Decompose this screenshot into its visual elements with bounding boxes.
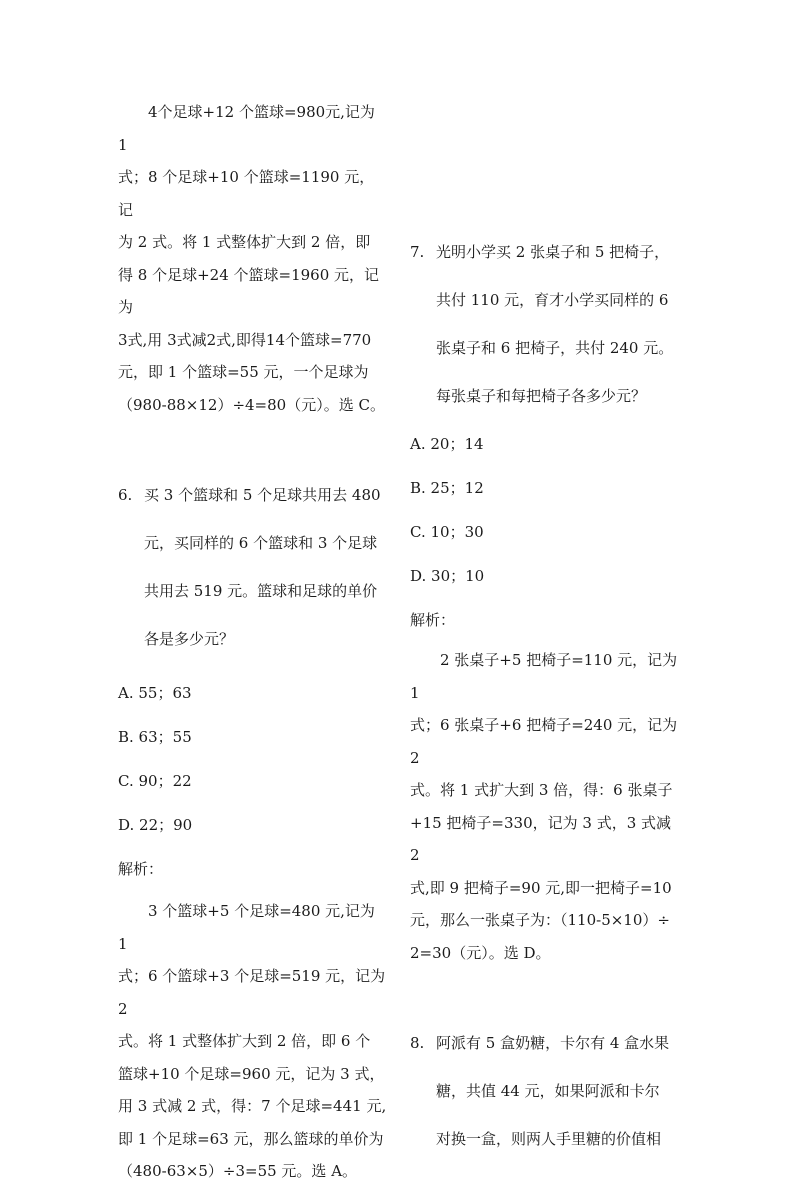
prev-solution-line-1: 4个足球+12 个篮球=980元,记为 1 — [118, 103, 375, 154]
question-text-line-3: 共用去 519 元。篮球和足球的单价 — [144, 582, 378, 600]
right-column — [410, 228, 680, 1163]
question-text-line-3: 张桌子和 6 把椅子，共付 240 元。 — [436, 339, 674, 357]
option-d: D. 22；90 — [118, 816, 193, 834]
solution-line-7: （480-63×5）÷3=55 元。选 A。 — [118, 1162, 358, 1180]
question-text-line-4: 每张桌子和每把椅子各多少元？ — [436, 387, 647, 405]
option-d: D. 30；10 — [410, 567, 485, 585]
question-7 — [410, 228, 680, 969]
option-a: A. 20；14 — [410, 435, 484, 453]
solution — [410, 644, 680, 969]
prev-solution-line-3: 为 2 式。将 1 式整体扩大到 2 倍，即 — [118, 233, 371, 251]
solution-line-2: 式；6 张桌子+6 把椅子=240 元，记为 2 — [410, 716, 678, 767]
question-text-line-4: 各是多少元？ — [144, 630, 235, 648]
solution-line-2: 式；6 个篮球+3 个足球=519 元，记为 2 — [118, 967, 386, 1018]
option-c: C. 90；22 — [118, 772, 192, 790]
solution — [118, 895, 388, 1188]
question-number: 6. — [118, 486, 133, 504]
option-b: B. 63；55 — [118, 728, 192, 746]
solution-line-3: 式。将 1 式扩大到 3 倍，得：6 张桌子 — [410, 781, 673, 799]
solution-line-4: 篮球+10 个足球=960 元，记为 3 式， — [118, 1064, 385, 1083]
question-number: 7. — [410, 243, 425, 261]
question-text-line-2: 共付 110 元，育才小学买同样的 6 — [436, 291, 669, 309]
question-8 — [410, 1019, 680, 1163]
prev-solution-line-5: 3式,用 3式减2式,即得14个篮球=770 — [118, 330, 372, 349]
prev-solution-line-7: （980-88×12）÷4=80（元）。选 C。 — [118, 395, 385, 414]
question-6 — [118, 471, 388, 1188]
question-text-line-2: 糖，共值 44 元，如果阿派和卡尔 — [436, 1082, 660, 1100]
option-a: A. 55；63 — [118, 684, 192, 702]
analysis-label: 解析： — [118, 860, 164, 878]
prev-solution-line-6: 元，即 1 个篮球=55 元，一个足球为 — [118, 363, 369, 381]
option-b: B. 25；12 — [410, 479, 484, 497]
solution-line-5: 式,即 9 把椅子=90 元,即一把椅子=10 — [410, 878, 672, 897]
question-text-line-2: 元，买同样的 6 个篮球和 3 个足球 — [144, 534, 378, 552]
question-number: 8. — [410, 1034, 425, 1052]
option-c: C. 10；30 — [410, 523, 484, 541]
solution-line-1: 3 个篮球+5 个足球=480 元,记为 1 — [118, 902, 375, 953]
solution-line-6: 元，那么一张桌子为：（110-5×10）÷ — [410, 911, 670, 929]
prev-solution — [118, 96, 388, 421]
solution-line-5: 用 3 式减 2 式，得：7 个足球=441 元, — [118, 1097, 387, 1115]
question-text-line-1: 光明小学买 2 张桌子和 5 把椅子， — [436, 243, 670, 261]
solution-line-1: 2 张桌子+5 把椅子=110 元，记为 1 — [410, 651, 678, 702]
solution-line-7: 2=30（元）。选 D。 — [410, 943, 551, 962]
solution-line-6: 即 1 个足球=63 元，那么篮球的单价为 — [118, 1129, 384, 1148]
solution-line-3: 式。将 1 式整体扩大到 2 倍，即 6 个 — [118, 1032, 371, 1050]
prev-solution-line-2: 式；8 个足球+10 个篮球=1190 元，记 — [118, 168, 375, 219]
prev-solution-line-4: 得 8 个足球+24 个篮球=1960 元，记为 — [118, 265, 380, 316]
question-text-line-1: 买 3 个篮球和 5 个足球共用去 480 — [144, 486, 381, 504]
question-text-line-3: 对换一盒，则两人手里糖的价值相 — [436, 1130, 662, 1148]
analysis-label: 解析： — [410, 611, 456, 629]
left-column — [118, 96, 388, 1188]
question-text-line-1: 阿派有 5 盒奶糖，卡尔有 4 盒水果 — [436, 1034, 670, 1052]
solution-line-4: +15 把椅子=330，记为 3 式，3 式减 2 — [410, 813, 672, 864]
